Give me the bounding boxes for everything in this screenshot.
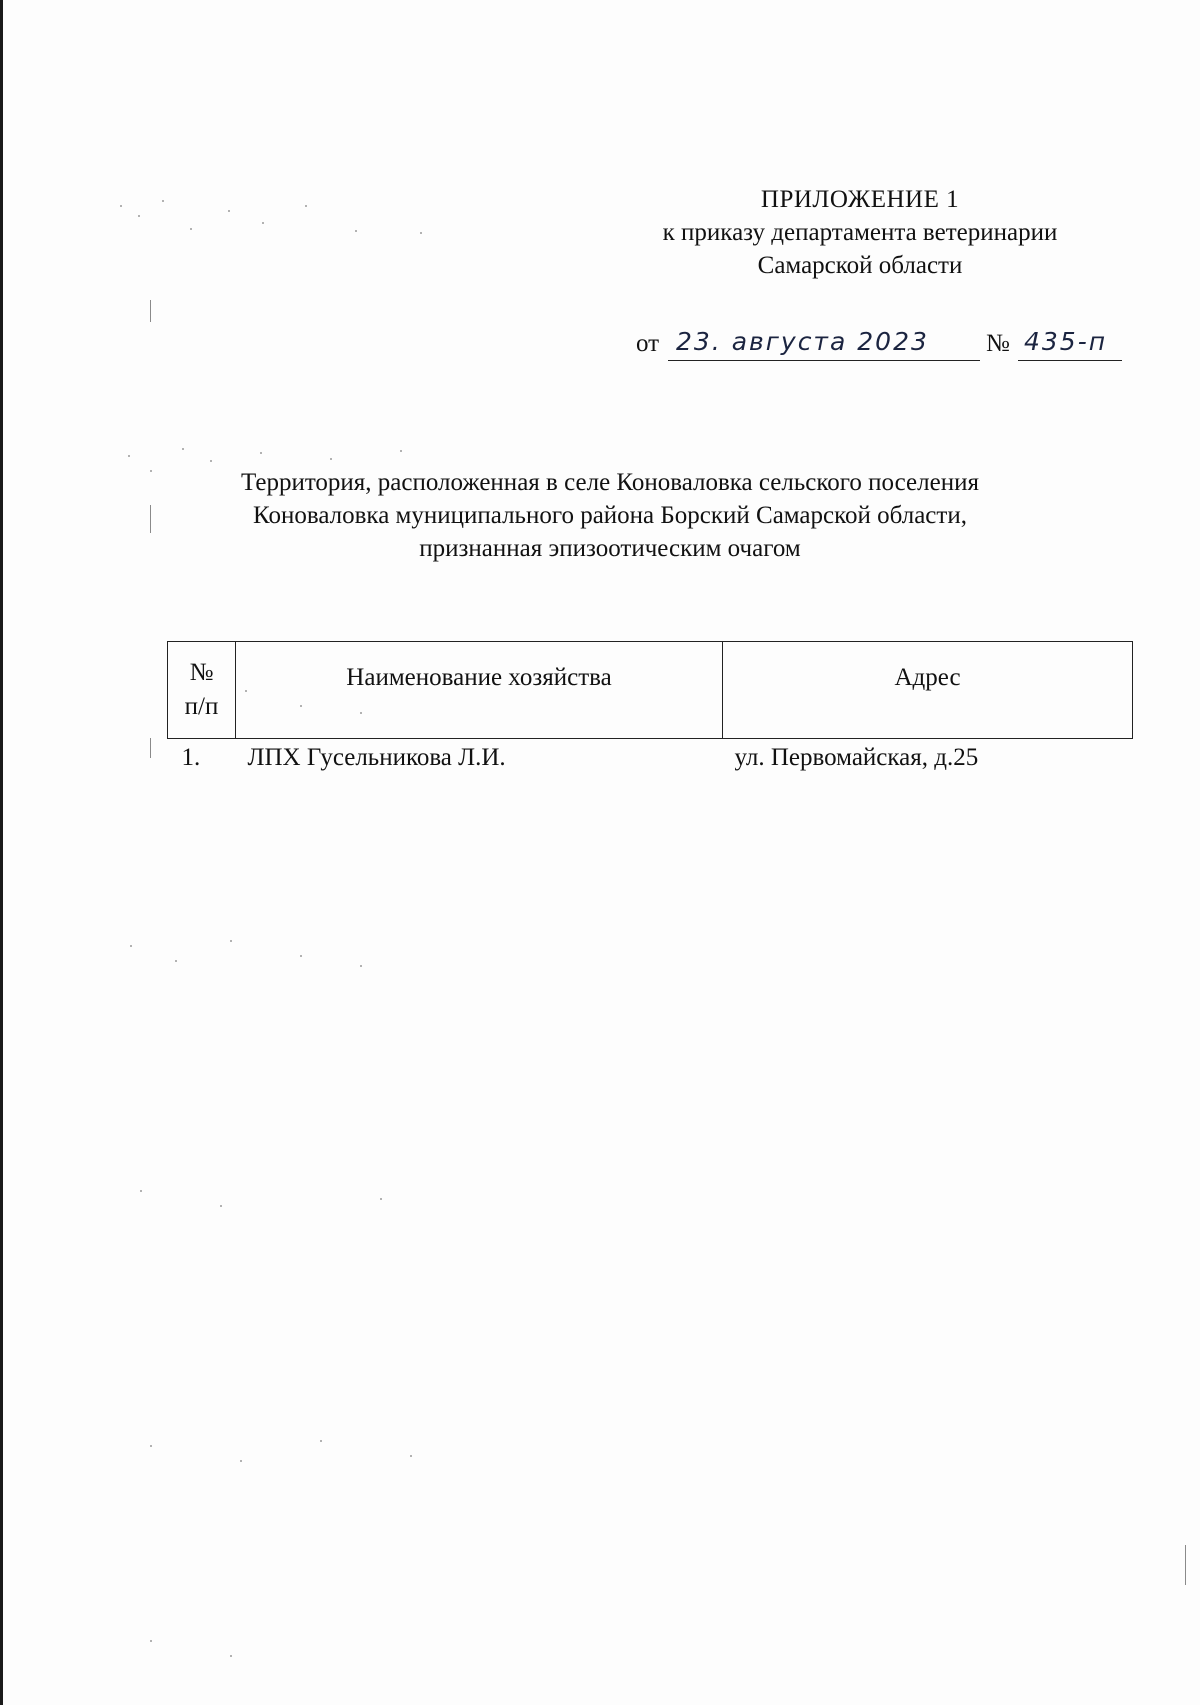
caption-line-1: Территория, расположенная в селе Коноваловка сельского поселения bbox=[241, 469, 979, 496]
table-header-row bbox=[168, 642, 1133, 739]
order-date-number-line bbox=[636, 326, 1126, 366]
header-number-sign: № bbox=[189, 659, 214, 686]
order-date-field bbox=[668, 326, 980, 361]
table-row bbox=[168, 739, 1133, 778]
appendix-authority: Самарской области bbox=[757, 252, 963, 279]
caption-line-3: признанная эпизоотическим очагом bbox=[419, 535, 801, 562]
appendix-title: ПРИЛОЖЕНИЕ 1 bbox=[760, 186, 960, 213]
scan-edge bbox=[0, 0, 3, 1705]
header-number bbox=[168, 642, 236, 739]
appendix-order-reference: к приказу департамента ветеринарии bbox=[662, 219, 1058, 246]
order-date-handwritten: 23. августа 2023 bbox=[676, 327, 929, 356]
farms-table bbox=[167, 641, 1133, 777]
row-number: 1. bbox=[181, 744, 201, 771]
appendix-header bbox=[600, 183, 1120, 282]
order-number-sign: № bbox=[986, 330, 1010, 357]
row-address: ул. Первомайская, д.25 bbox=[734, 744, 979, 771]
document-caption bbox=[150, 466, 1070, 565]
header-number-abbrev: п/п bbox=[184, 693, 219, 720]
order-number-handwritten: 435-п bbox=[1024, 327, 1108, 356]
order-number-field bbox=[1018, 326, 1122, 361]
header-address: Адрес bbox=[723, 642, 1133, 739]
row-farm-name: ЛПХ Гусельникова Л.И. bbox=[247, 744, 506, 771]
order-date-prefix: от bbox=[636, 330, 660, 357]
caption-line-2: Коноваловка муниципального района Борский Самарской области, bbox=[253, 502, 967, 529]
header-farm-name: Наименование хозяйства bbox=[236, 642, 723, 739]
